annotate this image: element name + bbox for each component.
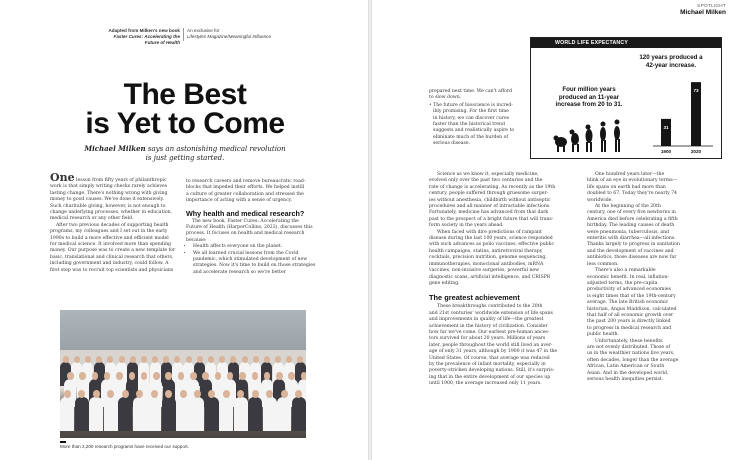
photo-person-head: [116, 372, 123, 380]
photo-person-body: [205, 397, 219, 431]
left-col2: to research careers and remove bureaucratic road- blocks that impeded their efforts. We helped instill a culture of greater collaboration and stressed the importance of acting with a sense of urgency. Why health and medical research? The new book, Faster Cures: Accelerating the Future of Health (HarperCollins, 2023), discusses this process. It focuses on health and medical research because: • Health affects everyone on the planet. • We all learned crucial lessons from the Covid pandemic, which stimulated development of new strategies. Now it's time to build on those strategies and accelerate research so we're better: [186, 179, 318, 276]
right-col1-top: prepared next time. We can't afford to slow down. • The future of bioscience is incred- ibly promising. For the first time in history, we can discover cures faster than the historical trend suggests and realistically aspire to eliminate much of the burden of serious disease.: [429, 89, 547, 148]
photo-person-head: [64, 390, 71, 398]
left-page: [0, 0, 368, 460]
photo-person-head: [104, 372, 111, 380]
right-col-middle: Science as we know it, especially medicine, evolved only over the past two centuries and the rate of change is accelerating. As recently as the 19th century, people suffered through gruesome surger- ies without anesthesia, childbirth without antiseptic procedures and all manner of intractable infections. Fortunately, medicine has advanced from that dark past to the prospect of a bright future that will trans- form society in the years ahead. When faced with dire predictions of rampant disease during the last 100 years, science responded with such advances as polio vaccines, effective public health campaigns, statins, antiretroviral therapy cocktails, precision nutrition, genome sequencing, immunotherapies, monoclonal antibodies, mRNA vaccines, non-invasive surgeries, powerful new diagnostic scans, artificial intelligence, and CRISPR gene editing. The greatest achievement These breakthroughs contributed to the 20th and 21st centuries' worldwide extension of life spans and improvements in quality of life—the greatest achievement in the history of civilization. Consider how far we've come. Our earliest pre-human ances- tors survived for about 20 years. Millions of years later, people throughout the world still lived an aver- age of only 31 years, although by 1900 it was 47 in the United States. Of course, that average was reduced by the prevalence of infant mortality, especially in poverty-stricken developing nations. Still, it's surpris- ing that in the entire development of our species up until 1900, the average increased only 11 years.: [429, 172, 579, 388]
photo-person-body: [104, 397, 118, 431]
photo-person-head: [63, 356, 69, 363]
photo-person-head: [92, 372, 99, 380]
exclusive-note: [187, 28, 307, 40]
photo-person-body: [133, 397, 147, 431]
photo-person-body: [190, 397, 204, 431]
subtitle-name: Michael Milken: [84, 144, 146, 153]
reasons-list: [186, 244, 318, 276]
spotlight-header: [680, 3, 726, 17]
photo-person-body: [292, 397, 306, 431]
photo-person-head: [186, 356, 192, 363]
photo-person-head: [281, 390, 288, 398]
photo-person-body: [263, 397, 277, 431]
photo-person-head: [180, 390, 187, 398]
photo-person-head: [152, 356, 158, 363]
photo-person-body: [176, 397, 190, 431]
right-page: [372, 0, 740, 460]
photo-caption: More than 2,200 research programs have received our support.: [60, 444, 189, 449]
photo-person-head: [252, 390, 259, 398]
source-note-line2: Faster Cures: Accelerating the Future of Health: [113, 34, 180, 46]
photo-person-head: [242, 356, 248, 363]
photo-person-head: [239, 372, 246, 380]
photo-person-body: [162, 397, 176, 431]
spotlight-name: Michael Milken: [680, 9, 726, 16]
x-tick-label-1900: 1900: [660, 149, 672, 154]
life-expectancy-bar-chart: [647, 72, 717, 156]
article-title-line2: is Yet to Come: [85, 107, 285, 140]
bar-value-label-1900: 31: [663, 124, 669, 130]
photo-person-head: [253, 356, 259, 363]
photo-person-head: [190, 372, 197, 380]
photo-person-head: [252, 372, 259, 380]
list-item: • Health affects everyone on the planet.: [193, 244, 318, 250]
chart-callout-left: Four million years produced an 11-year increase from 20 to 31.: [555, 86, 623, 108]
exclusive-note-line1: An exclusive for: [187, 28, 220, 33]
photo-person-head: [178, 372, 185, 380]
photo-person-head: [202, 372, 209, 380]
photo-person-head: [129, 372, 136, 380]
chart-title: WORLD LIFE EXPECTANCY: [555, 39, 628, 46]
photo-person-head: [153, 372, 160, 380]
article-title-line1: The Best: [123, 78, 247, 111]
photo-person-head: [165, 390, 172, 398]
photo-person-body: [147, 397, 161, 431]
photo-person-head: [227, 372, 234, 380]
photo-person-head: [208, 356, 214, 363]
photo-person-head: [197, 356, 203, 363]
spotlight-label: SPOTLIGHT: [697, 3, 726, 8]
article-title: [50, 80, 320, 138]
photo-person-body: [118, 397, 132, 431]
photo-person-head: [74, 356, 80, 363]
section-heading-why: Why health and medical research?: [186, 208, 305, 218]
left-col1: One lesson from fifty years of philanthropic work is that simply writing checks rarely achieves lasting change. There's nothing wrong with giving money to good causes. We've done it extensively. Such charitable giving, however, is not enough to change underlying processes, whether in education, medical research or any other field. After two previous decades of supporting health programs, my colleagues and I set out in the early 1990s to build a more effective and efficient model for medical science. It involved more than spending money. Our purpose was to create a new template for basic, translational and clinical research that others, including government and industry, could follow. A first step was to recruit top scientists and physicians: [50, 174, 178, 274]
photo-person-head: [119, 356, 125, 363]
photo-person-head: [130, 356, 136, 363]
photo-person-head: [223, 390, 230, 398]
article-subtitle: [50, 144, 320, 163]
photo-person-head: [141, 356, 147, 363]
dropcap-word: One: [50, 171, 75, 184]
photo-person-body: [75, 397, 89, 431]
photo-person-body: [234, 397, 248, 431]
photo-person-head: [288, 372, 295, 380]
photo-person-head: [122, 390, 129, 398]
header-divider: [183, 28, 184, 41]
photo-person-head: [165, 372, 172, 380]
photo-person-head: [264, 356, 270, 363]
photo-person-body: [219, 397, 233, 431]
right-col-right: One hundred years later—the blink of an eye in evolutionary terms— life spans on earth had more than doubled to 67. Today they're nearly 74 worldwide. At the beginning of the 20th century, one of every five newborns in America died before celebrating a fifth birthday. The leading causes of death were pneumonia, tuberculosis, and enteritis with diarrhea—all infections. Thanks largely to progress in sanitation and the development of vaccines and antibiotics, those diseases are now far less common. There's also a remarkable economic benefit. In real, inflation- adjusted terms, the pre-capita productivity of advanced economies is eight times that of the 19th-century average. The late British economic historian, Angus Maddison, calculated that half of all economic growth over the past 200 years is directly linked to progress in medical research and public health. Unfortunately, these benefits are not evenly distributed. Those of us in the wealthier nations live years, often decades, longer than the average African, Latin American or South Asian. And in the developed world, serious health inequities persist.: [587, 172, 680, 382]
list-item: • The future of bioscience is incred- ibly promising. For the first time in history, we can discover cures faster than the historical trend suggests and realistically aspire to eliminate much of the burden of serious disease.: [429, 102, 515, 147]
list-item: • We all learned crucial lessons from the Covid pandemic, which stimulated development of new strategies. Now it's time to build on those strategies and accelerate research so we're better: [193, 251, 318, 277]
photo-person-body: [248, 397, 262, 431]
subtitle-line2: is just getting started.: [145, 154, 225, 162]
photo-caption-marker: [60, 441, 66, 443]
source-note-line1: Adapted from Milken's new book: [108, 28, 180, 33]
photo-person-head: [215, 372, 222, 380]
photo-person-body: [60, 397, 74, 431]
x-tick-label-2020: 2020: [690, 149, 702, 154]
exclusive-note-line2: Lifestyles Magazine/Meaningful Influence: [187, 34, 272, 40]
photo-person-head: [93, 390, 100, 398]
photo-person-head: [275, 356, 281, 363]
bar-value-label-2020: 73: [693, 88, 699, 94]
research-group-photo: [60, 310, 306, 438]
bar-1900: [661, 119, 671, 146]
photo-person-head: [301, 372, 306, 380]
photo-person-head: [79, 372, 86, 380]
evolution-silhouette-icon: [553, 118, 627, 152]
col1-first-line: One lesson from fifty years of philanthropic: [50, 171, 167, 184]
photo-person-head: [67, 372, 74, 380]
photo-person-head: [151, 390, 158, 398]
source-note: [100, 28, 180, 47]
section-heading-achievement: The greatest achievement: [429, 293, 520, 303]
life-expectancy-chart-box: [530, 37, 722, 159]
photo-person-head: [276, 372, 283, 380]
photo-person-head: [141, 372, 148, 380]
subtitle-line1: says an astonishing medical revolution: [147, 145, 286, 153]
photo-person-head: [194, 390, 201, 398]
photo-person-head: [264, 372, 271, 380]
photo-person-body: [277, 397, 291, 431]
photo-person-body: [89, 397, 103, 431]
photo-person-head: [85, 356, 91, 363]
chart-callout-right: 120 years produced a 42-year increase.: [639, 54, 703, 69]
